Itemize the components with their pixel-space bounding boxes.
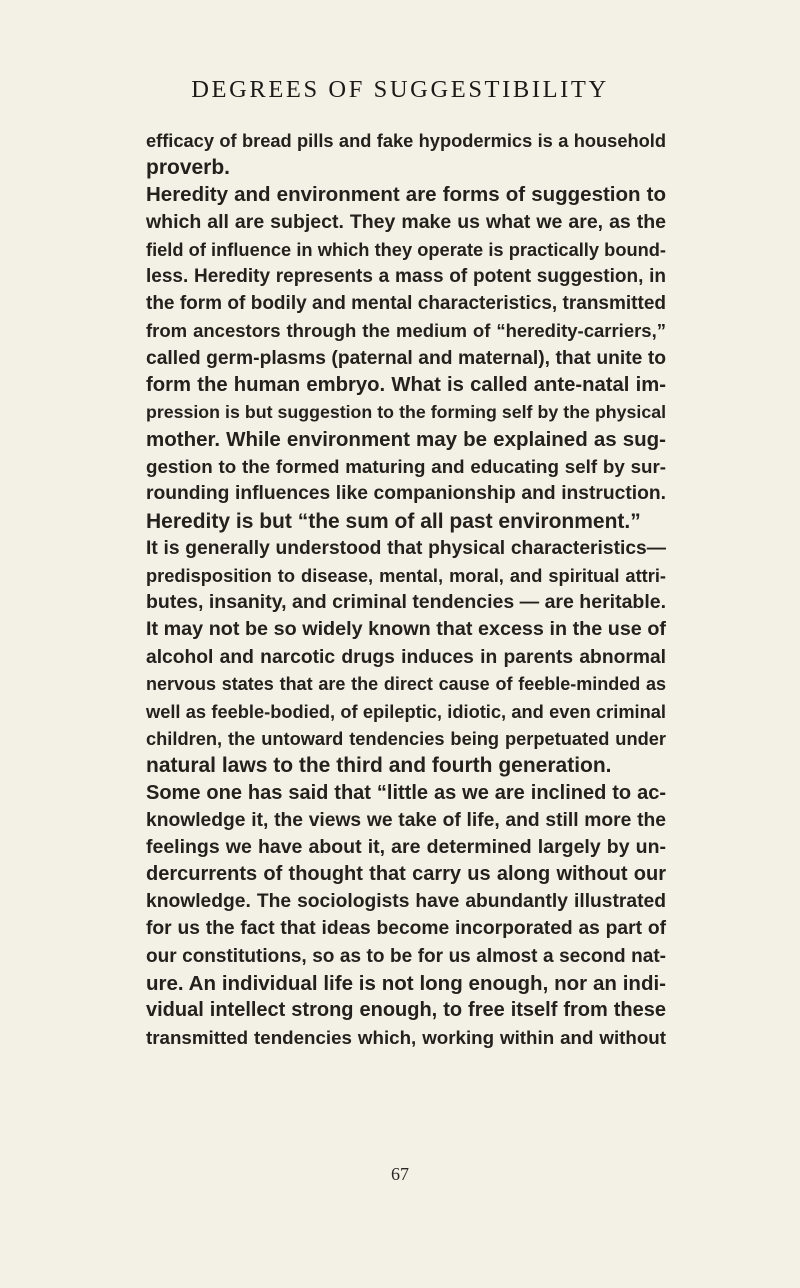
text-line: knowledge. The sociologists have abundantly illustrated (146, 891, 666, 913)
text-line: knowledge it, the views we take of life, and still more the (146, 809, 666, 831)
text-line: efficacy of bread pills and fake hypodermics is a household (146, 130, 666, 151)
text-line: less. Heredity represents a mass of potent suggestion, in (146, 265, 666, 287)
text-line: mother. While environment may be explained as sug- (146, 428, 666, 452)
text-line: well as feeble-bodied, of epileptic, idiotic, and even criminal (146, 700, 666, 722)
text-line: alcohol and narcotic drugs induces in parents abnormal (146, 646, 666, 668)
text-line: proverb. (146, 156, 231, 180)
text-line: field of influence in which they operate is practically bound- (146, 238, 666, 260)
text-line: which all are subject. They make us what we are, as the (146, 210, 666, 233)
text-line: natural laws to the third and fourth generation. (146, 754, 612, 778)
text-line: pression is but suggestion to the forming self by the physical (146, 401, 666, 422)
text-line: from ancestors through the medium of “heredity-carriers,” (146, 320, 666, 342)
text-line: form the human embryo. What is called ante-natal im- (146, 373, 666, 396)
text-line: Heredity and environment are forms of suggestion to (146, 183, 666, 207)
text-line: Heredity is but “the sum of all past environment.” (146, 509, 641, 533)
page-number: 67 (391, 1164, 409, 1184)
text-line: the form of bodily and mental characteristics, transmitted (146, 293, 666, 315)
text-line: vidual intellect strong enough, to free itself from these (146, 999, 666, 1021)
text-line: It may not be so widely known that excess in the use of (146, 618, 666, 641)
text-line: children, the untoward tendencies being perpetuated under (146, 728, 666, 750)
body-text (146, 127, 666, 1051)
text-line: Some one has said that “little as we are inclined to ac- (146, 781, 666, 804)
text-line: feelings we have about it, are determined largely by un- (146, 835, 666, 858)
text-line: called germ-plasms (paternal and maternal), that unite to (146, 347, 666, 369)
text-line: predisposition to disease, mental, moral, and spiritual attri- (146, 565, 666, 586)
text-line: ure. An individual life is not long enough, nor an indi- (146, 971, 666, 995)
text-line: for us the fact that ideas become incorporated as part of (146, 918, 666, 940)
text-line: gestion to the formed maturing and educating self by sur- (146, 456, 666, 478)
text-line: dercurrents of thought that carry us along without our (146, 863, 666, 886)
text-line: our constitutions, so as to be for us almost a second nat- (146, 945, 666, 967)
text-line: transmitted tendencies which, working within and without (146, 1027, 666, 1049)
text-line: butes, insanity, and criminal tendencies — are heritable. (146, 591, 666, 614)
running-head: DEGREES OF SUGGESTIBILITY (191, 76, 609, 103)
text-line: It is generally understood that physical characteristics— (146, 537, 666, 559)
text-line: nervous states that are the direct cause of feeble-minded as (146, 673, 666, 694)
text-line: rounding influences like companionship and instruction. (146, 483, 666, 505)
